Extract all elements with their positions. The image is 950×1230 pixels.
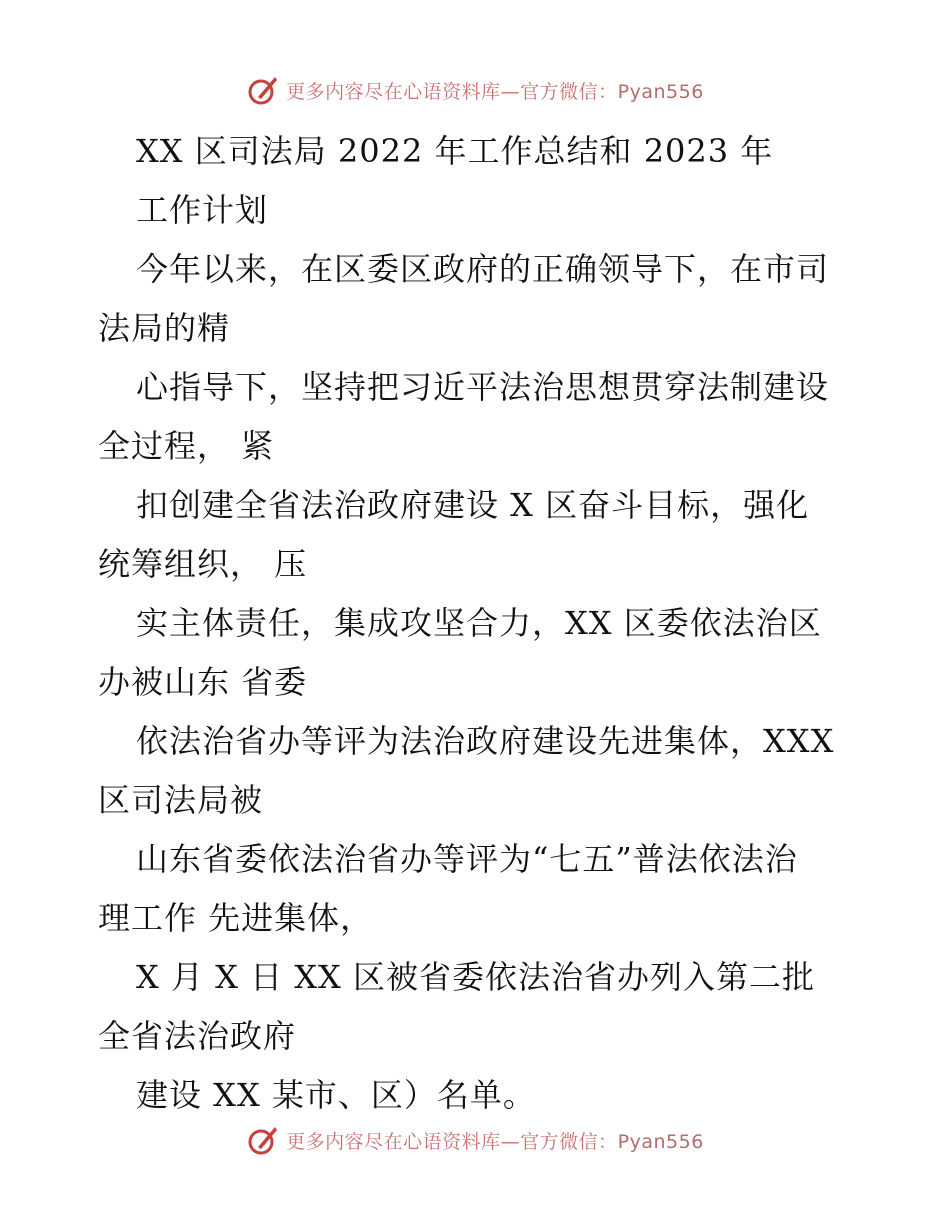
quill-pen-icon (246, 1123, 280, 1157)
wechat-id: Pyan556 (617, 80, 704, 103)
paragraph-line: 全省法治政府 (98, 1017, 297, 1055)
quill-pen-icon (246, 73, 280, 107)
doc-title-line-2: 工作计划 (136, 191, 269, 229)
footer-banner (0, 1120, 950, 1160)
document-body (98, 122, 858, 1125)
banner-slogan: 更多内容尽在心语资料库—官方微信：Pyan556 (286, 80, 704, 103)
paragraph-line: 扣创建全省法治政府建设 X 区奋斗目标，强化 (136, 486, 810, 524)
paragraph-line: 理工作 先进集体， (98, 899, 374, 937)
paragraph-line: 心指导下，坚持把习近平法治思想贯穿法制建设 (136, 368, 830, 406)
header-banner-inner (246, 73, 704, 107)
paragraph-line: 山东省委依法治省办等评为“七五”普法依法治 (136, 840, 798, 878)
footer-banner-inner (246, 1123, 704, 1157)
paragraph-line: X 月 X 日 XX 区被省委依法治省办列入第二批 (136, 958, 815, 996)
paragraph-line: 今年以来，在区委区政府的正确领导下，在市司 (136, 250, 830, 288)
doc-title-line-1: XX 区司法局 2022 年工作总结和 2023 年 (136, 132, 774, 170)
paragraph-line: 建设 XX 某市、区）名单。 (136, 1076, 536, 1114)
paragraph-line: 区司法局被 (98, 781, 264, 819)
paragraph-line: 统筹组织， 压 (98, 545, 308, 583)
paragraph-line: 实主体责任，集成攻坚合力，XX 区委依法治区 (136, 604, 822, 642)
paragraph-line: 全过程， 紧 (98, 427, 275, 465)
wechat-id: Pyan556 (617, 1130, 704, 1153)
paragraph-line: 依法治省办等评为法治政府建设先进集体，XXX (136, 722, 835, 760)
banner-slogan: 更多内容尽在心语资料库—官方微信：Pyan556 (286, 1130, 704, 1153)
paragraph-line: 法局的精 (98, 309, 231, 347)
paragraph-line: 办被山东 省委 (98, 663, 308, 701)
header-banner (0, 70, 950, 110)
